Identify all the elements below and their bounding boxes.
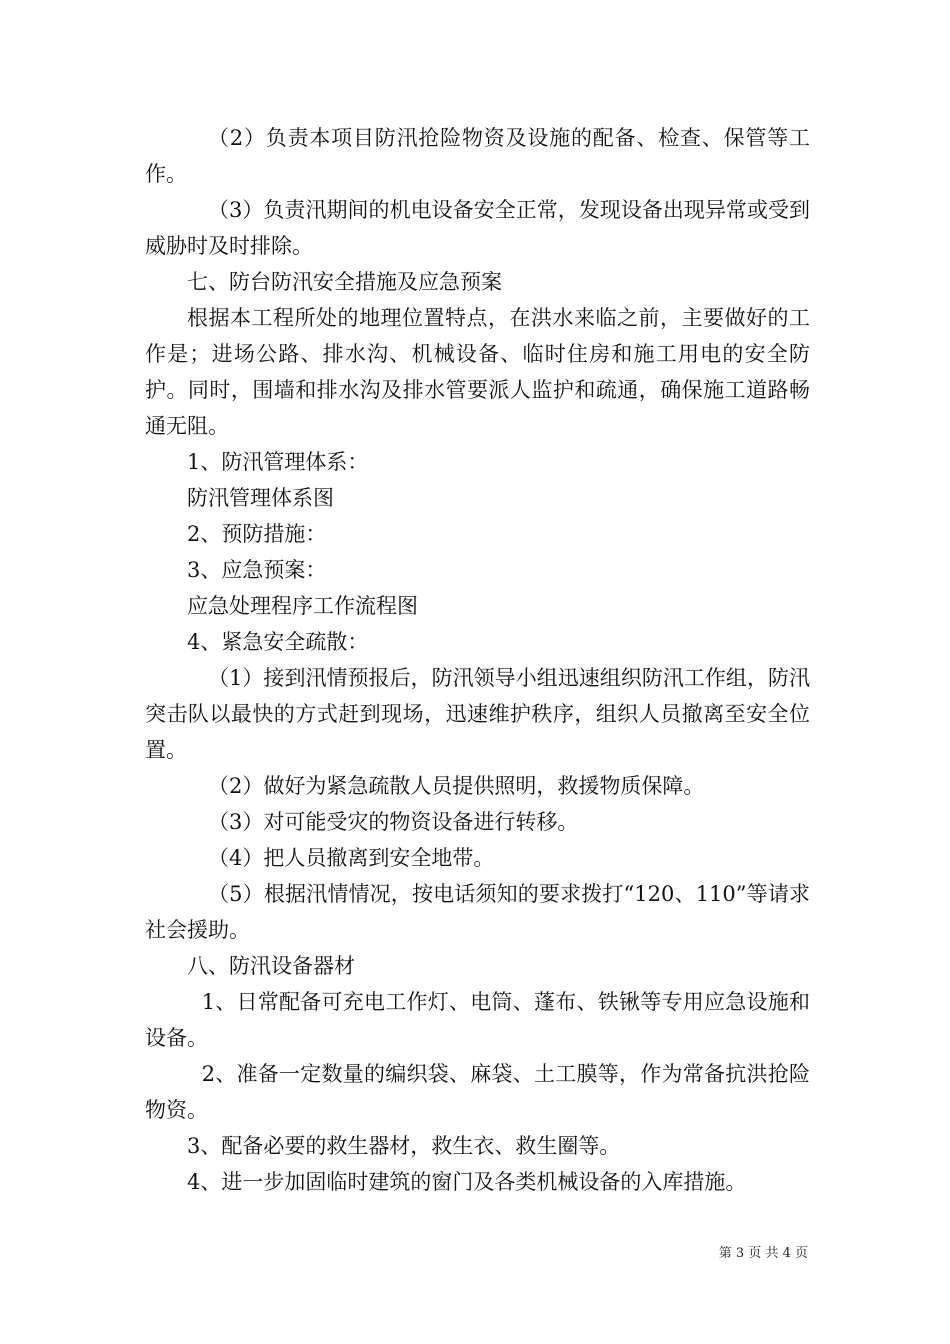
list-item: （5）根据汛情情况，按电话须知的要求拨打“120、110”等请求社会援助。 xyxy=(145,882,810,942)
list-item: （1）接到汛情预报后，防汛领导小组迅速组织防汛工作组，防汛突击队以最快的方式赶到现场，迅速维护秩序，组织人员撤离至安全位置。 xyxy=(145,666,810,762)
list-item: 3、配备必要的救生器材，救生衣、救生圈等。 xyxy=(187,1134,621,1158)
paragraph: （3）负责汛期间的机电设备安全正常，发现设备出现异常或受到威胁时及时排除。 xyxy=(145,198,810,258)
paragraph: 根据本工程所处的地理位置特点，在洪水来临之前，主要做好的工作是；进场公路、排水沟、机械设备、临时住房和施工用电的安全防护。同时，围墙和排水沟及排水管要派人监护和疏通，确保施工道路畅通无阻。 xyxy=(145,306,810,438)
list-item: 4、进一步加固临时建筑的窗门及各类机械设备的入库措施。 xyxy=(187,1170,747,1194)
page-number: 第 3 页 共 4 页 xyxy=(718,1246,808,1261)
list-item: （2）做好为紧急疏散人员提供照明，救援物质保障。 xyxy=(208,774,705,798)
subsection-heading: 3、应急预案： xyxy=(187,558,327,582)
document-body xyxy=(145,120,810,1200)
list-item: 1、日常配备可充电工作灯、电筒、蓬布、铁锹等专用应急设施和设备。 xyxy=(145,990,810,1050)
subsection-heading: 1、防汛管理体系： xyxy=(187,450,369,474)
section-heading: 八、防汛设备器材 xyxy=(187,954,355,978)
list-item: （4）把人员撤离到安全地带。 xyxy=(208,846,495,870)
subsection-heading: 2、预防措施： xyxy=(187,522,327,546)
subsection-heading: 4、紧急安全疏散： xyxy=(187,630,369,654)
paragraph: （2）负责本项目防汛抢险物资及设施的配备、检查、保管等工作。 xyxy=(145,126,810,186)
list-item: 2、准备一定数量的编织袋、麻袋、土工膜等，作为常备抗洪抢险物资。 xyxy=(145,1062,810,1122)
figure-caption: 应急处理程序工作流程图 xyxy=(187,594,418,618)
figure-caption: 防汛管理体系图 xyxy=(187,486,334,510)
list-item: （3）对可能受灾的物资设备进行转移。 xyxy=(208,810,579,834)
section-heading: 七、防台防汛安全措施及应急预案 xyxy=(187,270,502,294)
